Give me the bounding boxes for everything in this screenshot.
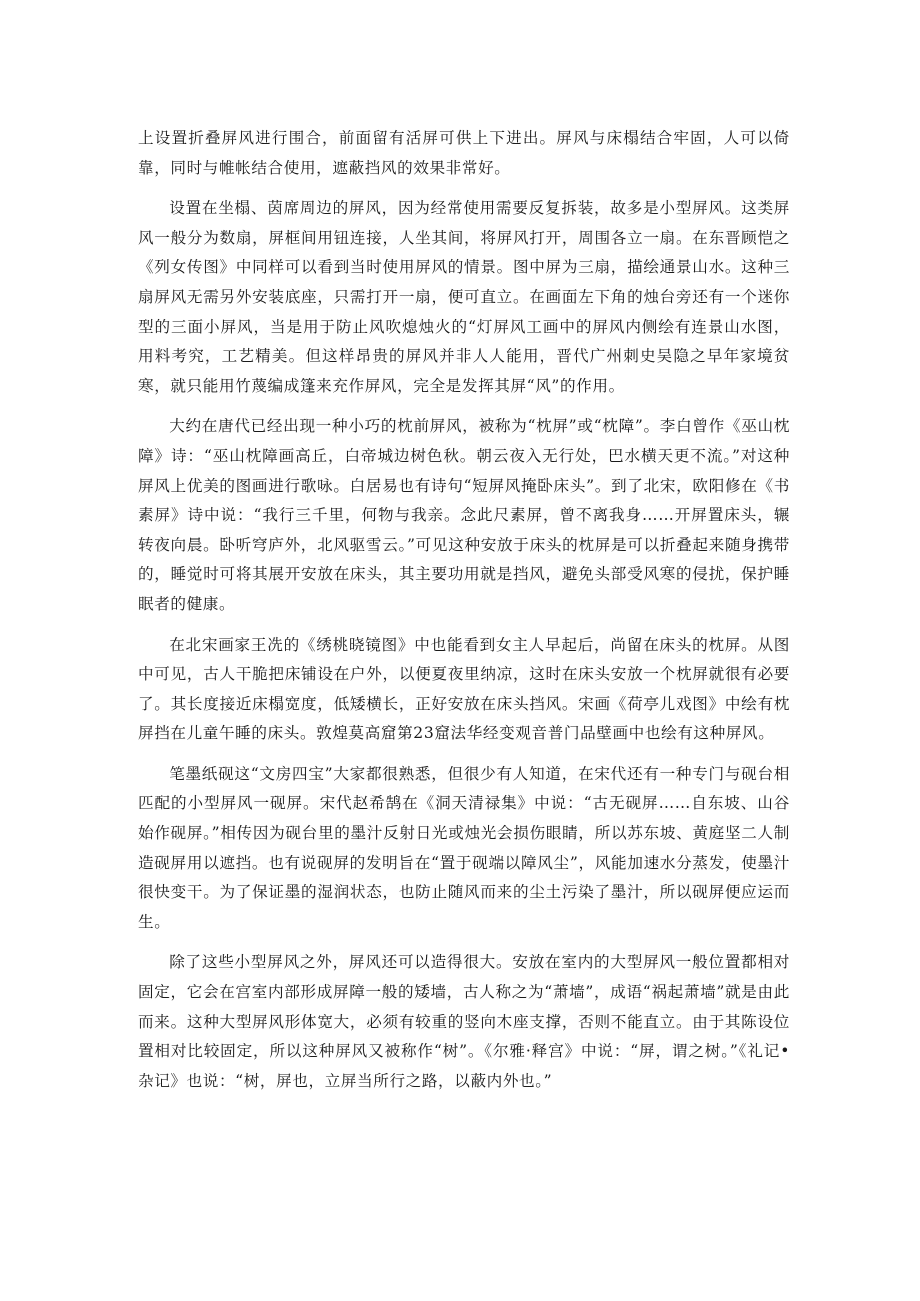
paragraph-2: 设置在坐榻、茵席周边的屏风，因为经常使用需要反复拆装，故多是小型屏风。这类屏风一般分为数扇，屏框间用钮连接，人坐其间，将屏风打开，周围各立一扇。在东晋顾恺之《列女传图》中同样可以看到当时使用屏风的情景。图中屏为三扇，描绘通景山水。这种三扇屏风无需另外安装底座，只需打开一扇，便可直立。在画面左下角的烛台旁还有一个迷你型的三面小屏风，当是用于防止风吹熄烛火的“灯屏风工画中的屏风内侧绘有连景山水图，用料考究，工艺精美。但这样昂贵的屏风并非人人能用，晋代广州刺史吴隐之早年家境贫寒，就只能用竹蔑编成篷来充作屏风，完全是发挥其屏“风”的作用。 xyxy=(138,199,790,395)
body-text xyxy=(138,124,790,1107)
paragraph-4: 在北宋画家王冼的《绣桃晓镜图》中也能看到女主人早起后，尚留在床头的枕屏。从图中可见，古人干脆把床铺设在户外，以便夏夜里纳凉，这时在床头安放一个枕屏就很有必要了。其长度接近床榻宽度，低矮横长，正好安放在床头挡风。宋画《荷亭儿戏图》中绘有枕屏挡在儿童午睡的床头。敦煌莫高窟第23窟法华经变观音普门品壁画中也绘有这种屏风。 xyxy=(138,635,790,743)
paragraph-5: 笔墨纸砚这“文房四宝”大家都很熟悉，但很少有人知道，在宋代还有一种专门与砚台相匹配的小型屏风一砚屏。宋代赵希鹄在《洞天清禄集》中说：“古无砚屏……自东坡、山谷始作砚屏。”相传因为砚台里的墨汁反射日光或烛光会损伤眼睛，所以苏东坡、黄庭坚二人制造砚屏用以遮挡。也有说砚屏的发明旨在“置于砚端以障风尘”，风能加速水分蒸发，使墨汁很快变干。为了保证墨的湿润状态，也防止随风而来的尘土污染了墨汁，所以砚屏便应运而生。 xyxy=(138,764,790,931)
paragraph-1: 上设置折叠屏风进行围合，前面留有活屏可供上下进出。屏风与床榻结合牢固，人可以倚靠，同时与帷帐结合使用，遮蔽挡风的效果非常好。 xyxy=(138,129,790,177)
paragraph-6: 除了这些小型屏风之外，屏风还可以造得很大。安放在室内的大型屏风一般位置都相对固定，它会在宫室内部形成屏障一般的矮墙，古人称之为“萧墙”，成语“祸起萧墙”就是由此而来。这种大型屏风形体宽大，必须有较重的竖向木座支撑，否则不能直立。由于其陈设位置相对比较固定，所以这种屏风又被称作“树”。《尔雅·释宫》中说：“屏，谓之树。”《礼记•杂记》也说：“树，屏也，立屏当所行之路，以蔽内外也。” xyxy=(138,953,790,1090)
paragraph-3: 大约在唐代已经出现一种小巧的枕前屏风，被称为“枕屏”或“枕障”。李白曾作《巫山枕障》诗：“巫山枕障画高丘，白帝城边树色秋。朝云夜入无行处，巴水横天更不流。”对这种屏风上优美的图画进行歌咏。白居易也有诗句“短屏风掩卧床头”。到了北宋，欧阳修在《书素屏》诗中说：“我行三千里，何物与我亲。念此尺素屏，曾不离我身……开屏置床头，辗转夜向晨。卧听穹庐外，北风驱雪云。”可见这种安放于床头的枕屏是可以折叠起来随身携带的，睡觉时可将其展开安放在床头，其主要功用就是挡风，避免头部受风寒的侵扰，保护睡眠者的健康。 xyxy=(138,417,790,613)
